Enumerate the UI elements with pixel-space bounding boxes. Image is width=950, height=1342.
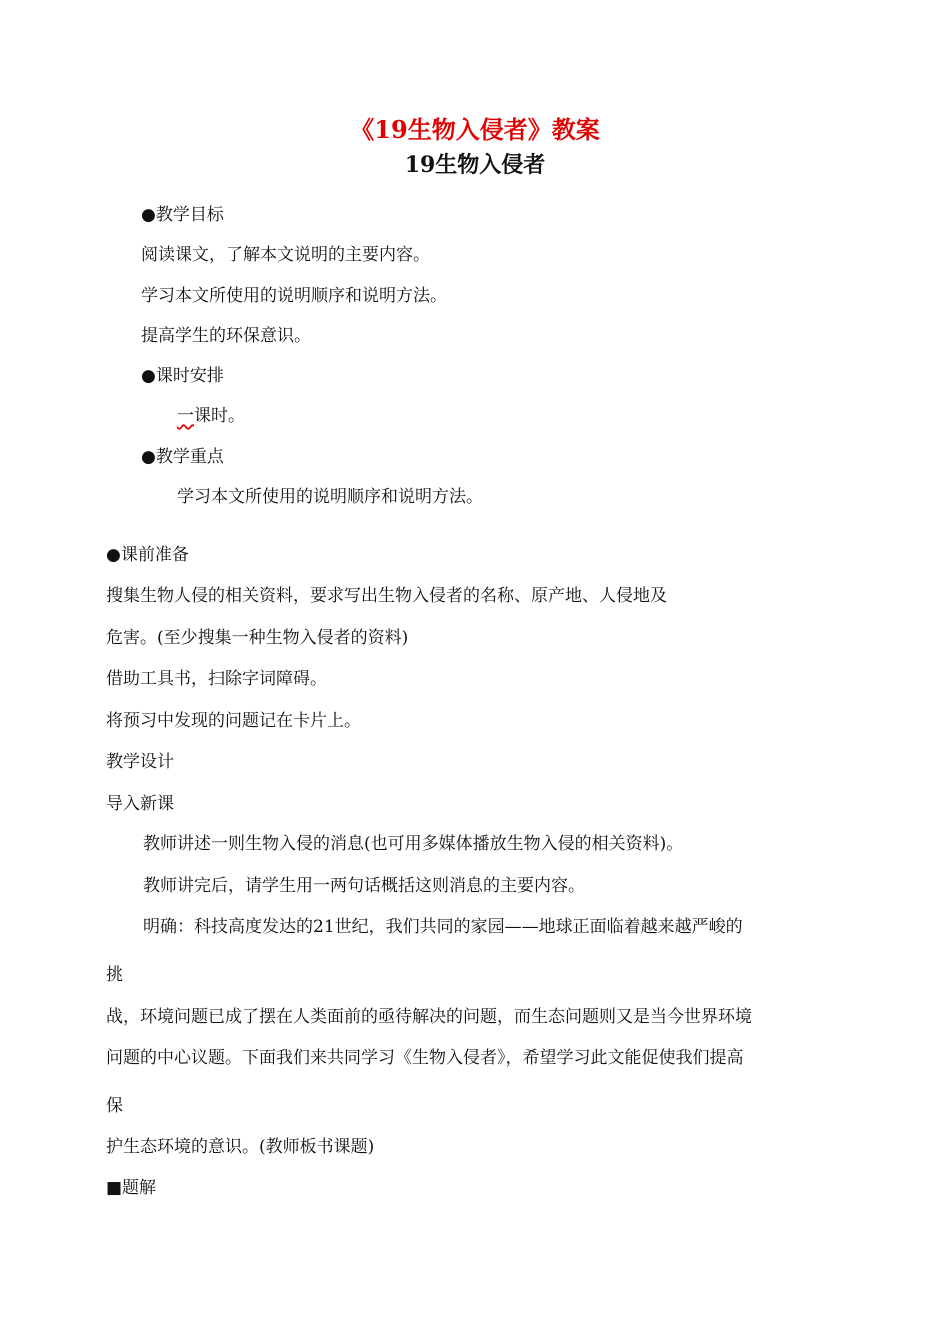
objective-item: 阅读课文，了解本文说明的主要内容。 (141, 245, 430, 265)
explain-heading: ■题解 (106, 1178, 157, 1198)
objective-item: 提高学生的环保意识。 (141, 326, 311, 346)
prep-line: 将预习中发现的问题记在卡片上。 (106, 711, 361, 731)
paragraph-line: 教师讲述一则生物入侵的消息(也可用多媒体播放生物入侵的相关资料)。 (143, 834, 684, 854)
paragraph-line: 保 (106, 1096, 123, 1116)
paragraph-line: 明确：科技高度发达的21世纪，我们共同的家园——地球正面临着越来越严峻的 (143, 917, 743, 937)
focus-heading: ●教学重点 (141, 447, 224, 467)
prep-line: 危害。(至少搜集一种生物入侵者的资料) (106, 628, 409, 648)
prep-line: 借助工具书，扫除字词障碍。 (106, 669, 327, 689)
prep-line: 搜集生物人侵的相关资料，要求写出生物入侵者的名称、原产地、人侵地及 (106, 586, 667, 606)
paragraph-line: 战，环境问题已成了摆在人类面前的亟待解决的问题，而生态问题则又是当今世界环境 (106, 1007, 752, 1027)
prep-heading: ●课前准备 (106, 545, 189, 565)
schedule-text (177, 401, 245, 426)
spellcheck-flagged-char: 一 (177, 406, 194, 426)
schedule-heading: ●课时安排 (141, 366, 224, 386)
paragraph-line: 挑 (106, 965, 123, 985)
focus-text: 学习本文所使用的说明顺序和说明方法。 (177, 487, 483, 507)
intro-heading: 导入新课 (106, 794, 174, 814)
objective-item: 学习本文所使用的说明顺序和说明方法。 (141, 286, 447, 306)
objectives-heading: ●教学目标 (141, 205, 224, 225)
paragraph-line: 教师讲完后，请学生用一两句话概括这则消息的主要内容。 (143, 876, 585, 896)
paragraph-line: 护生态环境的意识。(教师板书课题) (106, 1137, 375, 1157)
document-title: 《19生物入侵者》教案 (350, 115, 600, 144)
paragraph-line: 问题的中心议题。下面我们来共同学习《生物入侵者》，希望学习此文能促使我们提高 (106, 1048, 744, 1068)
schedule-rest: 课时。 (194, 406, 245, 426)
design-heading: 教学设计 (106, 752, 174, 772)
document-subtitle: 19生物入侵者 (404, 152, 546, 178)
